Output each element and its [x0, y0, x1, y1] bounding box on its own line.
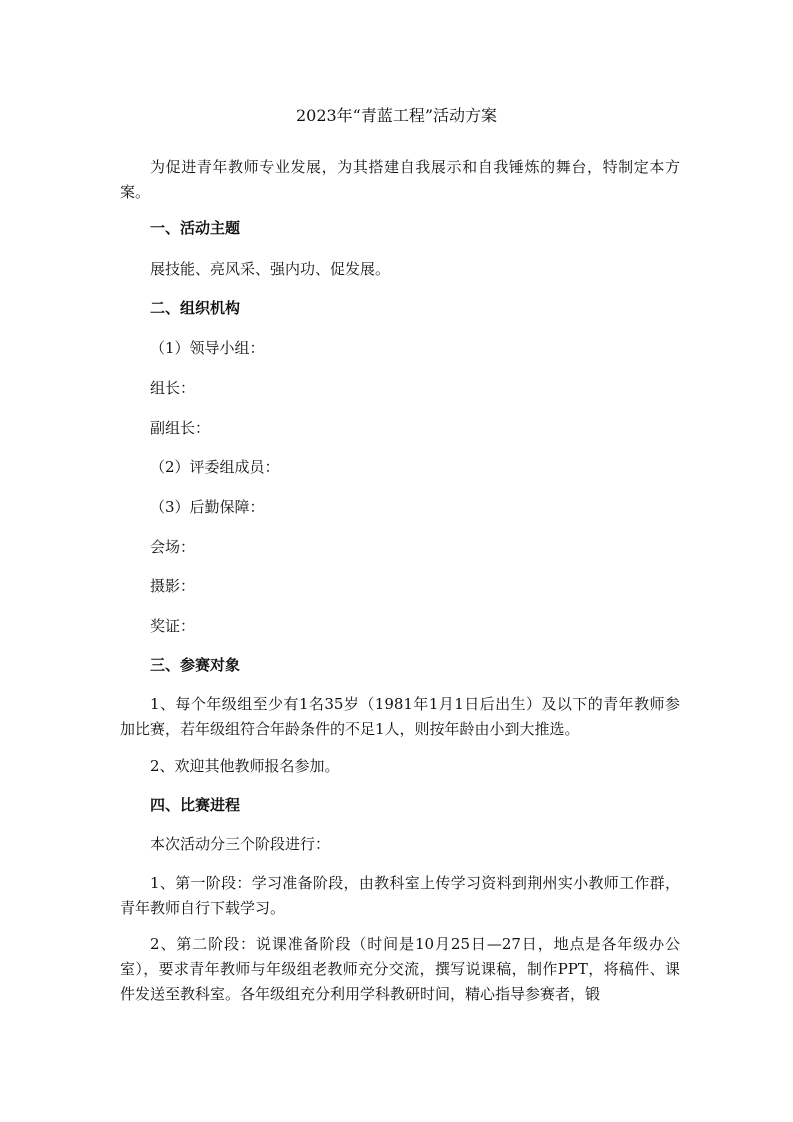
progress-intro: 本次活动分三个阶段进行： [150, 835, 331, 853]
stage-1: 1、第一阶段：学习准备阶段，由教科室上传学习资料到荆州实小教师工作群，青年教师自行下载学习。 [120, 874, 680, 917]
participants-item-2: 2、欢迎其他教师报名参加。 [150, 757, 340, 775]
judges-members: （2）评委组成员： [150, 458, 280, 476]
certificates: 奖证： [150, 617, 196, 635]
logistics: （3）后勤保障： [150, 498, 265, 516]
intro-paragraph: 为促进青年教师专业发展，为其搭建自我展示和自我锤炼的舞台，特制定本方案。 [120, 158, 680, 201]
photography: 摄影： [150, 577, 196, 595]
stage-2: 2、第二阶段：说课准备阶段（时间是10月25日—27日，地点是各年级办公室），要求青年教师与年级组老教师充分交流，撰写说课稿，制作PPT，将稿件、课件发送至教科室。各年级组充分利用学科教研时间，精心指导参赛者，锻 [120, 935, 680, 1003]
section-heading-theme: 一、活动主题 [150, 219, 241, 237]
participants-item-1: 1、每个年级组至少有1名35岁（1981年1月1日后出生）及以下的青年教师参加比赛，若年级组符合年龄条件的不足1人，则按年龄由小到大推选。 [120, 695, 680, 738]
leadership-group: （1）领导小组： [150, 339, 265, 357]
theme-text: 展技能、亮风采、强内功、促发展。 [150, 260, 391, 278]
deputy-leader: 副组长： [150, 419, 211, 437]
document-title: 2023年“青蓝工程”活动方案 [295, 106, 498, 125]
section-heading-progress: 四、比赛进程 [150, 796, 241, 814]
venue: 会场： [150, 538, 196, 556]
group-leader: 组长： [150, 379, 196, 397]
section-heading-organization: 二、组织机构 [150, 299, 241, 317]
section-heading-participants: 三、参赛对象 [150, 656, 241, 674]
